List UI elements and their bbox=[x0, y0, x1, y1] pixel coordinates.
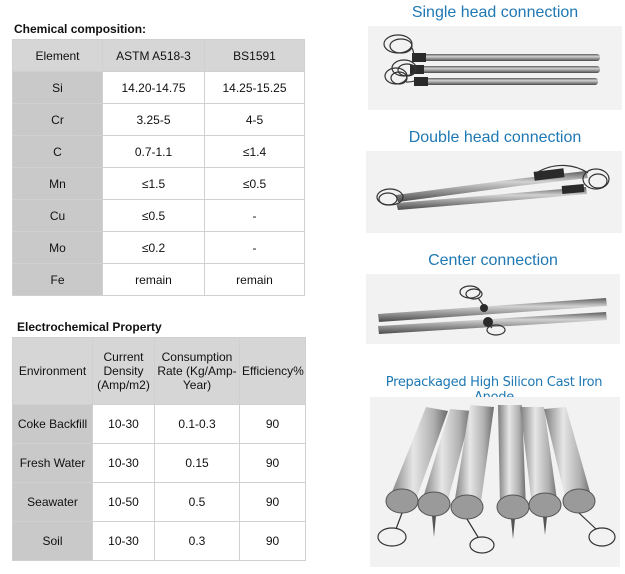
electrochemical-property-title: Electrochemical Property bbox=[17, 320, 162, 334]
table-row bbox=[13, 444, 306, 483]
environment-cell: Fresh Water bbox=[13, 444, 93, 483]
current-density-value: 10-30 bbox=[93, 444, 155, 483]
consumption-rate-value: 0.15 bbox=[155, 444, 240, 483]
efficiency-value: 90 bbox=[240, 444, 306, 483]
header-cell: Current Density (Amp/m2) bbox=[93, 338, 155, 405]
astm-value: 14.20-14.75 bbox=[103, 72, 205, 104]
table-row bbox=[13, 104, 305, 136]
astm-value: 3.25-5 bbox=[103, 104, 205, 136]
double-head-caption: Double head connection bbox=[408, 129, 582, 146]
environment-cell: Coke Backfill bbox=[13, 405, 93, 444]
astm-value: ≤0.2 bbox=[103, 232, 205, 264]
header-cell: Consumption Rate (Kg/Amp-Year) bbox=[155, 338, 240, 405]
chemical-composition-table bbox=[12, 39, 305, 296]
double-head-anode-photo bbox=[366, 151, 622, 233]
environment-cell: Seawater bbox=[13, 483, 93, 522]
element-cell: Mo bbox=[13, 232, 103, 264]
electro-header-row bbox=[13, 338, 306, 405]
header-cell: Element bbox=[13, 40, 103, 72]
efficiency-value: 90 bbox=[240, 405, 306, 444]
environment-cell: Soil bbox=[13, 522, 93, 561]
astm-value: 0.7-1.1 bbox=[103, 136, 205, 168]
astm-value: ≤1.5 bbox=[103, 168, 205, 200]
table-row bbox=[13, 522, 306, 561]
bs-value: 14.25-15.25 bbox=[205, 72, 305, 104]
table-row bbox=[13, 232, 305, 264]
center-connection-anode-photo bbox=[366, 274, 620, 344]
efficiency-value: 90 bbox=[240, 522, 306, 561]
bs-value: remain bbox=[205, 264, 305, 296]
table-row bbox=[13, 168, 305, 200]
bs-value: - bbox=[205, 200, 305, 232]
consumption-rate-value: 0.5 bbox=[155, 483, 240, 522]
center-connection-caption: Center connection bbox=[428, 252, 558, 269]
table-row bbox=[13, 405, 306, 444]
header-cell: BS1591 bbox=[205, 40, 305, 72]
element-cell: Cr bbox=[13, 104, 103, 136]
chemical-header-row bbox=[13, 40, 305, 72]
single-head-caption: Single head connection bbox=[411, 4, 579, 21]
table-row bbox=[13, 483, 306, 522]
header-cell: ASTM A518-3 bbox=[103, 40, 205, 72]
current-density-value: 10-30 bbox=[93, 522, 155, 561]
header-cell: Efficiency% bbox=[240, 338, 306, 405]
table-row bbox=[13, 200, 305, 232]
prepackaged-caption: Prepackaged High Silicon Cast Iron bbox=[385, 375, 603, 390]
element-cell: Mn bbox=[13, 168, 103, 200]
consumption-rate-value: 0.3 bbox=[155, 522, 240, 561]
astm-value: ≤0.5 bbox=[103, 200, 205, 232]
bs-value: ≤1.4 bbox=[205, 136, 305, 168]
element-cell: Si bbox=[13, 72, 103, 104]
element-cell: Fe bbox=[13, 264, 103, 296]
current-density-value: 10-30 bbox=[93, 405, 155, 444]
astm-value: remain bbox=[103, 264, 205, 296]
chemical-composition-title: Chemical composition: bbox=[14, 22, 147, 36]
table-row bbox=[13, 264, 305, 296]
current-density-value: 10-50 bbox=[93, 483, 155, 522]
prepackaged-anode-photo bbox=[370, 397, 620, 567]
header-cell: Environment bbox=[13, 338, 93, 405]
single-head-anode-photo bbox=[368, 26, 622, 110]
element-cell: C bbox=[13, 136, 103, 168]
efficiency-value: 90 bbox=[240, 483, 306, 522]
table-row bbox=[13, 136, 305, 168]
bs-value: ≤0.5 bbox=[205, 168, 305, 200]
table-row bbox=[13, 72, 305, 104]
consumption-rate-value: 0.1-0.3 bbox=[155, 405, 240, 444]
electrochemical-property-table bbox=[12, 337, 306, 561]
element-cell: Cu bbox=[13, 200, 103, 232]
bs-value: - bbox=[205, 232, 305, 264]
bs-value: 4-5 bbox=[205, 104, 305, 136]
